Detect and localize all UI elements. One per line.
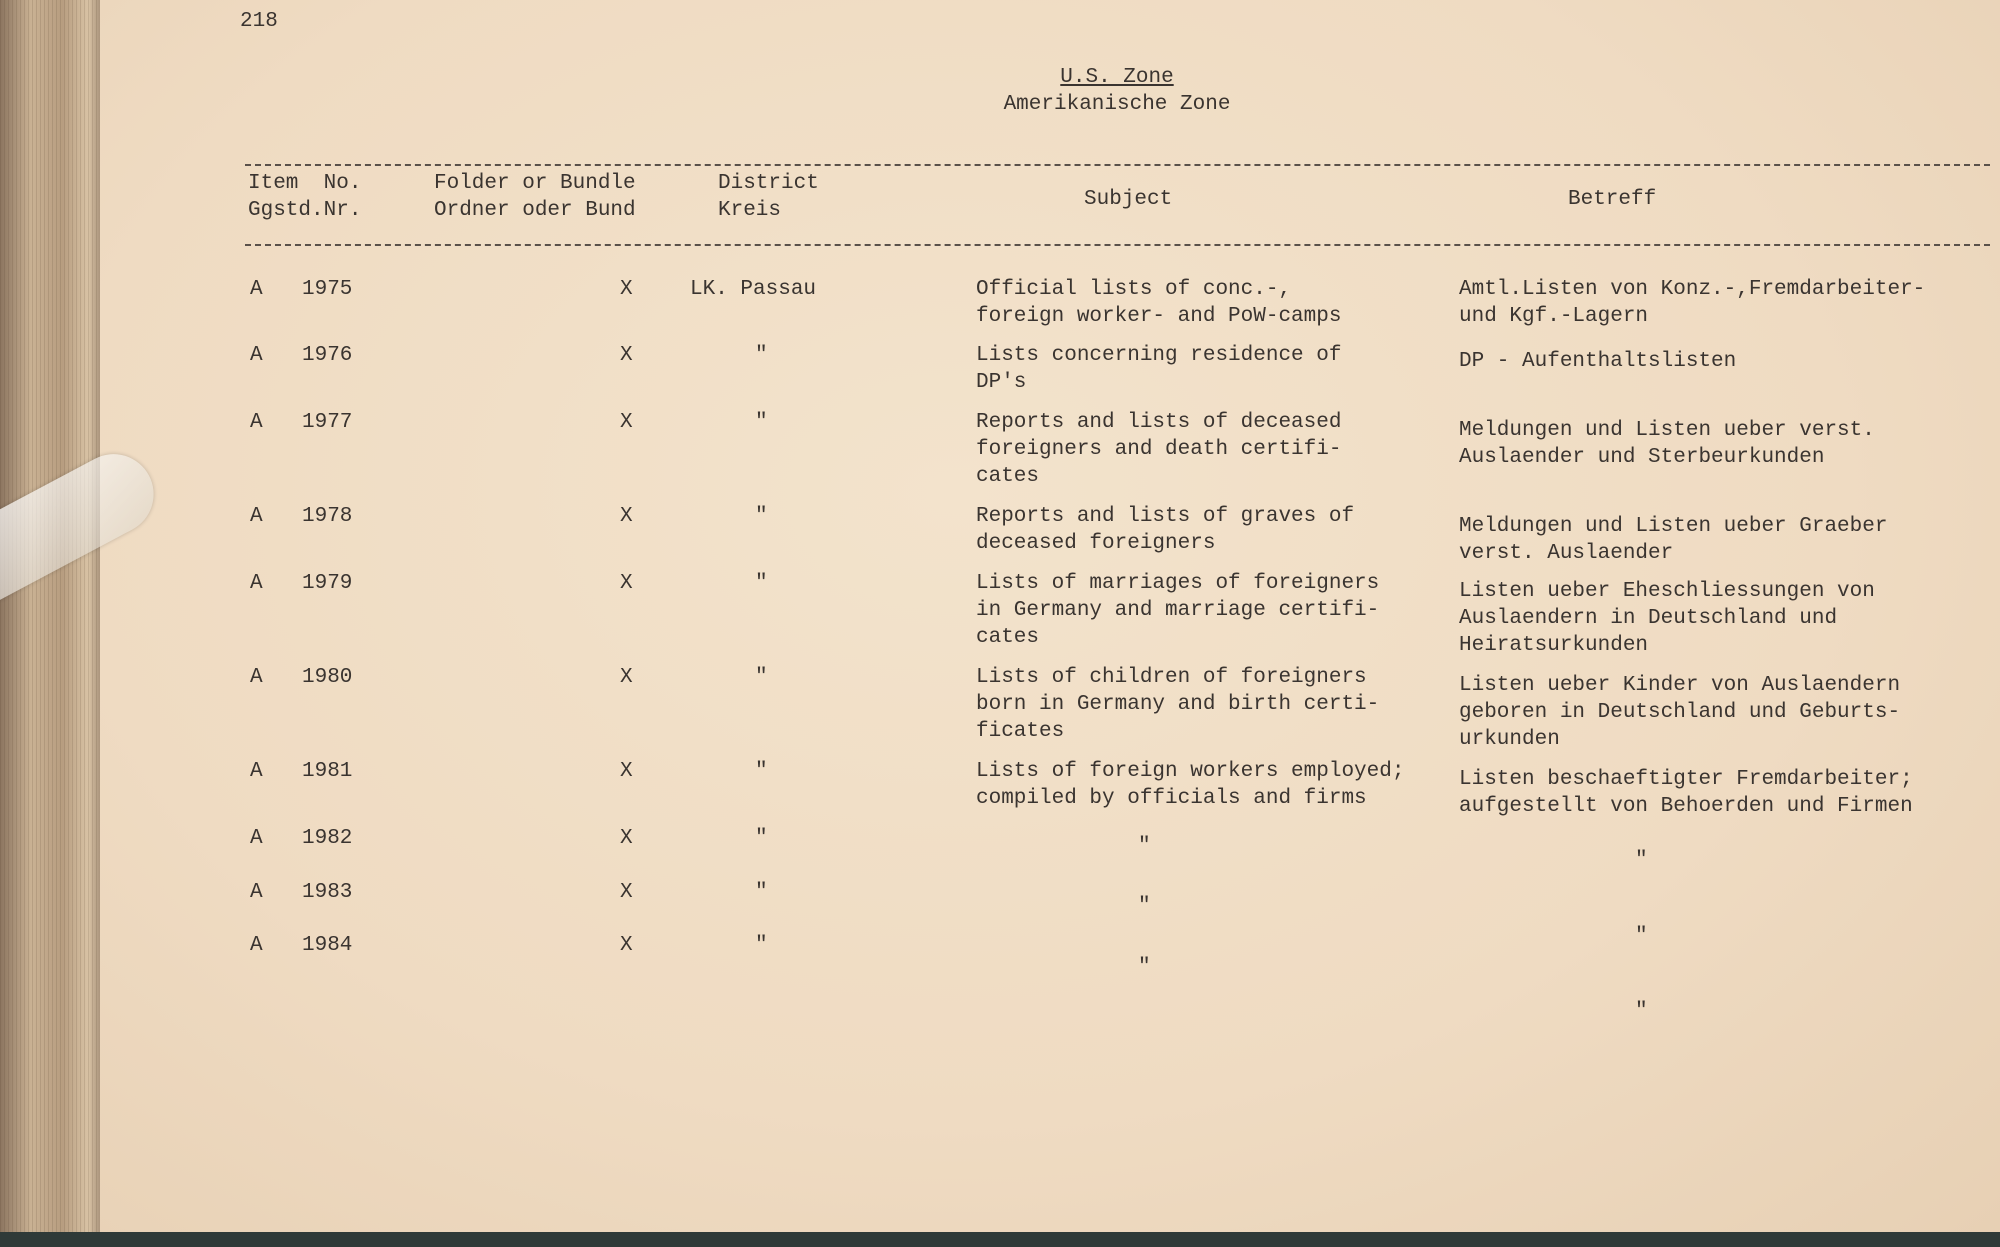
folder-mark: X: [620, 278, 633, 301]
folder-mark: X: [620, 505, 633, 528]
header-betreff: Betreff: [1568, 188, 1657, 211]
item-prefix: A: [250, 344, 263, 367]
betreff-line: DP - Aufenthaltslisten: [1459, 350, 1737, 373]
betreff-line: ": [1635, 1000, 1648, 1023]
subject-line: Lists of foreign workers employed;: [976, 760, 1405, 783]
folder-mark: X: [620, 881, 633, 904]
betreff-line: Auslaendern in Deutschland und: [1459, 607, 1838, 630]
page-number: 218: [240, 10, 278, 33]
district-ditto: ": [755, 666, 768, 689]
folder-mark: X: [620, 572, 633, 595]
item-prefix: A: [250, 666, 263, 689]
subject-line: compiled by officials and firms: [976, 787, 1367, 810]
page-subtitle: Amerikanische Zone: [1003, 93, 1231, 116]
header-divider-top: [245, 164, 1990, 166]
betreff-line: Meldungen und Listen ueber verst.: [1459, 419, 1875, 442]
item-number: 1980: [302, 666, 353, 689]
header-district-de: Kreis: [718, 199, 782, 222]
subject-line: ": [1138, 835, 1151, 858]
item-prefix: A: [250, 827, 263, 850]
district-ditto: ": [755, 827, 768, 850]
item-prefix: A: [250, 505, 263, 528]
district-ditto: ": [755, 572, 768, 595]
item-prefix: A: [250, 934, 263, 957]
item-prefix: A: [250, 411, 263, 434]
folder-mark: X: [620, 666, 633, 689]
item-number: 1976: [302, 344, 353, 367]
subject-line: ": [1138, 895, 1151, 918]
item-prefix: A: [250, 881, 263, 904]
header-district-en: District: [718, 172, 819, 195]
betreff-line: urkunden: [1459, 728, 1560, 751]
item-number: 1983: [302, 881, 353, 904]
district-ditto: ": [755, 881, 768, 904]
betreff-line: verst. Auslaender: [1459, 542, 1674, 565]
folder-mark: X: [620, 760, 633, 783]
betreff-line: aufgestellt von Behoerden und Firmen: [1459, 795, 1913, 818]
betreff-line: Listen ueber Kinder von Auslaendern: [1459, 674, 1901, 697]
item-prefix: A: [250, 278, 263, 301]
betreff-line: ": [1635, 925, 1648, 948]
subject-line: cates: [976, 626, 1040, 649]
subject-line: ficates: [976, 720, 1065, 743]
folder-mark: X: [620, 934, 633, 957]
betreff-line: Listen beschaeftigter Fremdarbeiter;: [1459, 768, 1913, 791]
betreff-line: geboren in Deutschland und Geburts-: [1459, 701, 1901, 724]
item-number: 1982: [302, 827, 353, 850]
betreff-line: Listen ueber Eheschliessungen von: [1459, 580, 1875, 603]
header-folder-de: Ordner oder Bund: [434, 199, 636, 222]
item-number: 1979: [302, 572, 353, 595]
district: LK. Passau: [690, 278, 817, 301]
page-title: U.S. Zone: [1060, 66, 1174, 89]
district-ditto: ": [755, 760, 768, 783]
district-ditto: ": [755, 411, 768, 434]
item-number: 1975: [302, 278, 353, 301]
betreff-line: Auslaender und Sterbeurkunden: [1459, 446, 1825, 469]
subject-line: foreigners and death certifi-: [976, 438, 1342, 461]
district-ditto: ": [755, 934, 768, 957]
book-page-edges: [0, 0, 104, 1232]
item-number: 1981: [302, 760, 353, 783]
item-number: 1978: [302, 505, 353, 528]
district-ditto: ": [755, 344, 768, 367]
header-item-de: Ggstd.Nr.: [248, 199, 362, 222]
subject-line: born in Germany and birth certi-: [976, 693, 1380, 716]
betreff-line: und Kgf.-Lagern: [1459, 305, 1649, 328]
subject-line: deceased foreigners: [976, 532, 1216, 555]
item-number: 1984: [302, 934, 353, 957]
subject-line: Official lists of conc.-,: [976, 278, 1292, 301]
item-prefix: A: [250, 760, 263, 783]
folder-mark: X: [620, 411, 633, 434]
header-subject: Subject: [1084, 188, 1173, 211]
folder-mark: X: [620, 827, 633, 850]
folder-mark: X: [620, 344, 633, 367]
subject-line: ": [1138, 956, 1151, 979]
subject-line: Reports and lists of deceased: [976, 411, 1342, 434]
district-ditto: ": [755, 505, 768, 528]
betreff-line: Amtl.Listen von Konz.-,Fremdarbeiter-: [1459, 278, 1926, 301]
subject-line: foreign worker- and PoW-camps: [976, 305, 1342, 328]
subject-line: Lists of children of foreigners: [976, 666, 1367, 689]
subject-line: Reports and lists of graves of: [976, 505, 1355, 528]
header-divider-bottom: [245, 244, 1990, 246]
subject-line: Lists of marriages of foreigners: [976, 572, 1380, 595]
header-folder-en: Folder or Bundle: [434, 172, 636, 195]
subject-line: in Germany and marriage certifi-: [976, 599, 1380, 622]
item-number: 1977: [302, 411, 353, 434]
betreff-line: Meldungen und Listen ueber Graeber: [1459, 515, 1888, 538]
subject-line: DP's: [976, 371, 1027, 394]
header-item-en: Item No.: [248, 172, 362, 195]
betreff-line: ": [1635, 849, 1648, 872]
subject-line: Lists concerning residence of: [976, 344, 1342, 367]
betreff-line: Heiratsurkunden: [1459, 634, 1649, 657]
page-edge-lines: [0, 0, 100, 1232]
subject-line: cates: [976, 465, 1040, 488]
item-prefix: A: [250, 572, 263, 595]
